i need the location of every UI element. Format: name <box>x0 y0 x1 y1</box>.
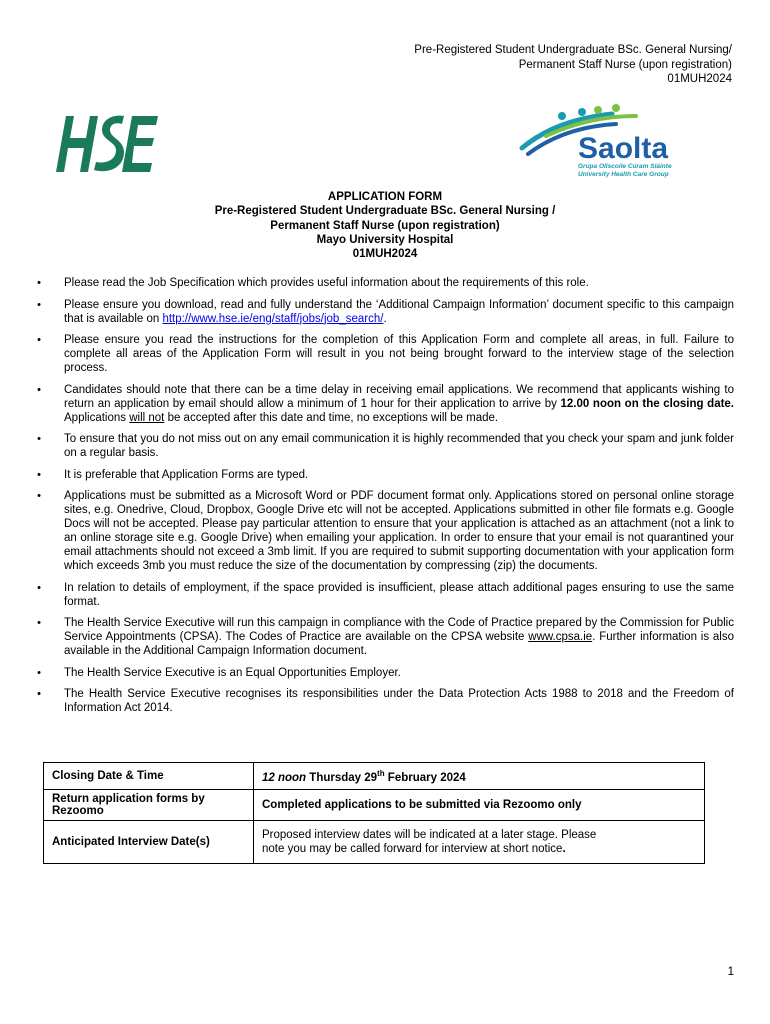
table-row <box>44 763 705 790</box>
instruction-text: Applications must be submitted as a Microsoft Word or PDF document format only. Applications stored on personal online storage sites, e.g. Onedrive, Cloud, Dropbox, Google Drive etc will not be accepted. Applications submitted in other file formats e.g. Google Docs will not be accepted. Please pay particular attention to ensure that your application is attached as an attachment (not a link to an online storage site e.g. Google Drive) when emailing your application. In order to ensure that your email is not quarantined your email attachments should not exceed a 3mb limit. If you are required to submit supporting documentation with your application form which exceeds 3mb you must reduce the size of the documentation by compressing (zip) the documents. <box>64 490 734 572</box>
table-row <box>44 821 705 864</box>
instruction-text: The Health Service Executive will run this campaign in compliance with the Code of Practice prepared by the Commission for Public Service Appointments (CPSA). The Codes of Practice are available on the CPSA website <box>64 617 734 643</box>
bullet-icon: • <box>37 688 41 700</box>
instructions-list <box>34 276 734 723</box>
header-line-2: Permanent Staff Nurse (upon registration) <box>518 58 732 71</box>
return-forms-value: Completed applications to be submitted via Rezoomo only <box>254 790 705 821</box>
bullet-icon: • <box>37 617 41 629</box>
cpsa-link[interactable]: www.cpsa.ie <box>528 631 593 643</box>
instruction-text: be accepted after this date and time, no exceptions will be made. <box>164 411 499 424</box>
instruction-text: To ensure that you do not miss out on any email communication it is highly recommended that you check your spam and junk folder on a regular basis. <box>64 433 734 459</box>
return-forms-label: Return application forms by Rezoomo <box>44 790 254 821</box>
bullet-icon: • <box>37 298 41 311</box>
closing-date-value: 12 noon Thursday 29th February 2024 <box>254 763 705 790</box>
list-item <box>34 468 734 482</box>
closing-time-emphasis: 12.00 noon on the closing date. <box>560 397 735 410</box>
header-line-3: 01MUH2024 <box>667 73 732 85</box>
bullet-icon: • <box>37 666 41 679</box>
job-search-link[interactable]: http://www.hse.ie/eng/staff/jobs/job_search/ <box>162 312 384 325</box>
instruction-text: Please ensure you download, read and fully understand the ‘Additional Campaign Information’ document specific to this campaign that is available on <box>64 298 734 325</box>
instruction-text: It is preferable that Application Forms are typed. <box>64 468 309 481</box>
instruction-text: The Health Service Executive is an Equal Opportunities Employer. <box>64 666 401 679</box>
list-item <box>34 581 734 609</box>
title-line-5: 01MUH2024 <box>352 248 418 261</box>
instruction-text: The Health Service Executive recognises its responsibilities under the Data Protection Acts 1988 to 2018 and the Freedom of Information Act 2014. <box>64 688 734 714</box>
title-line-4: Mayo University Hospital <box>316 233 454 246</box>
hse-logo <box>52 108 162 180</box>
list-item <box>34 489 734 573</box>
closing-date-label: Closing Date & Time <box>44 763 254 790</box>
title-line-1: APPLICATION FORM <box>327 191 443 203</box>
bullet-icon: • <box>37 383 41 396</box>
list-item <box>34 383 734 425</box>
list-item <box>34 432 734 460</box>
saolta-logo <box>516 102 716 180</box>
list-item <box>34 687 734 715</box>
instruction-text: . Further information is also available in the Additional Campaign Information document. <box>64 631 735 657</box>
page-number: 1 <box>727 966 734 978</box>
title-line-3: Permanent Staff Nurse (upon registration) <box>270 219 500 232</box>
instruction-text: In relation to details of employment, if the space provided is insufficient, please attach additional pages ensuring to use the same format. <box>64 581 734 608</box>
bullet-icon: • <box>37 433 41 445</box>
form-title <box>0 190 770 261</box>
svg-text:University Health Care Group: University Health Care Group <box>578 171 669 178</box>
header-line-1: Pre-Registered Student Undergraduate BSc. General Nursing/ <box>414 44 732 56</box>
bullet-icon: • <box>37 468 41 481</box>
instruction-text: . <box>383 312 387 325</box>
svg-text:Grúpa Ollscoile Cúram Sláinte: Grúpa Ollscoile Cúram Sláinte <box>578 163 672 170</box>
key-dates-table <box>43 762 705 864</box>
svg-text:HSE: HSE <box>52 108 55 109</box>
instruction-text: Please ensure you read the instructions for the completion of this Application Form and complete all areas, in full. Failure to complete all areas of the Application Form will result in you not being brought forward to the interview stage of the selection process. <box>64 334 734 374</box>
instruction-text: Please read the Job Specification which provides useful information about the requirements of this role. <box>64 277 589 289</box>
title-line-2: Pre-Registered Student Undergraduate BSc. General Nursing / <box>214 205 556 218</box>
bullet-icon: • <box>37 277 41 289</box>
svg-text:Saolta: Saolta <box>578 132 669 165</box>
header-reference <box>414 43 732 87</box>
interview-dates-label: Anticipated Interview Date(s) <box>44 821 254 864</box>
bullet-icon: • <box>37 581 41 594</box>
instruction-text: Candidates should note that there can be a time delay in receiving email applications. We recommend that applicants wishing to return an application by email should allow a minimum of 1 hour for their application to arrive by <box>64 383 734 410</box>
list-item <box>34 616 734 658</box>
list-item <box>34 298 734 326</box>
will-not-emphasis: will not <box>129 411 165 424</box>
interview-dates-value: Proposed interview dates will be indicated at a later stage. Please note you may be called forward for interview at short notice. <box>254 821 705 864</box>
list-item <box>34 276 734 290</box>
list-item <box>34 666 734 680</box>
list-item <box>34 333 734 375</box>
bullet-icon: • <box>37 490 41 502</box>
bullet-icon: • <box>37 334 41 346</box>
instruction-text: Applications <box>64 411 130 424</box>
table-row <box>44 790 705 821</box>
